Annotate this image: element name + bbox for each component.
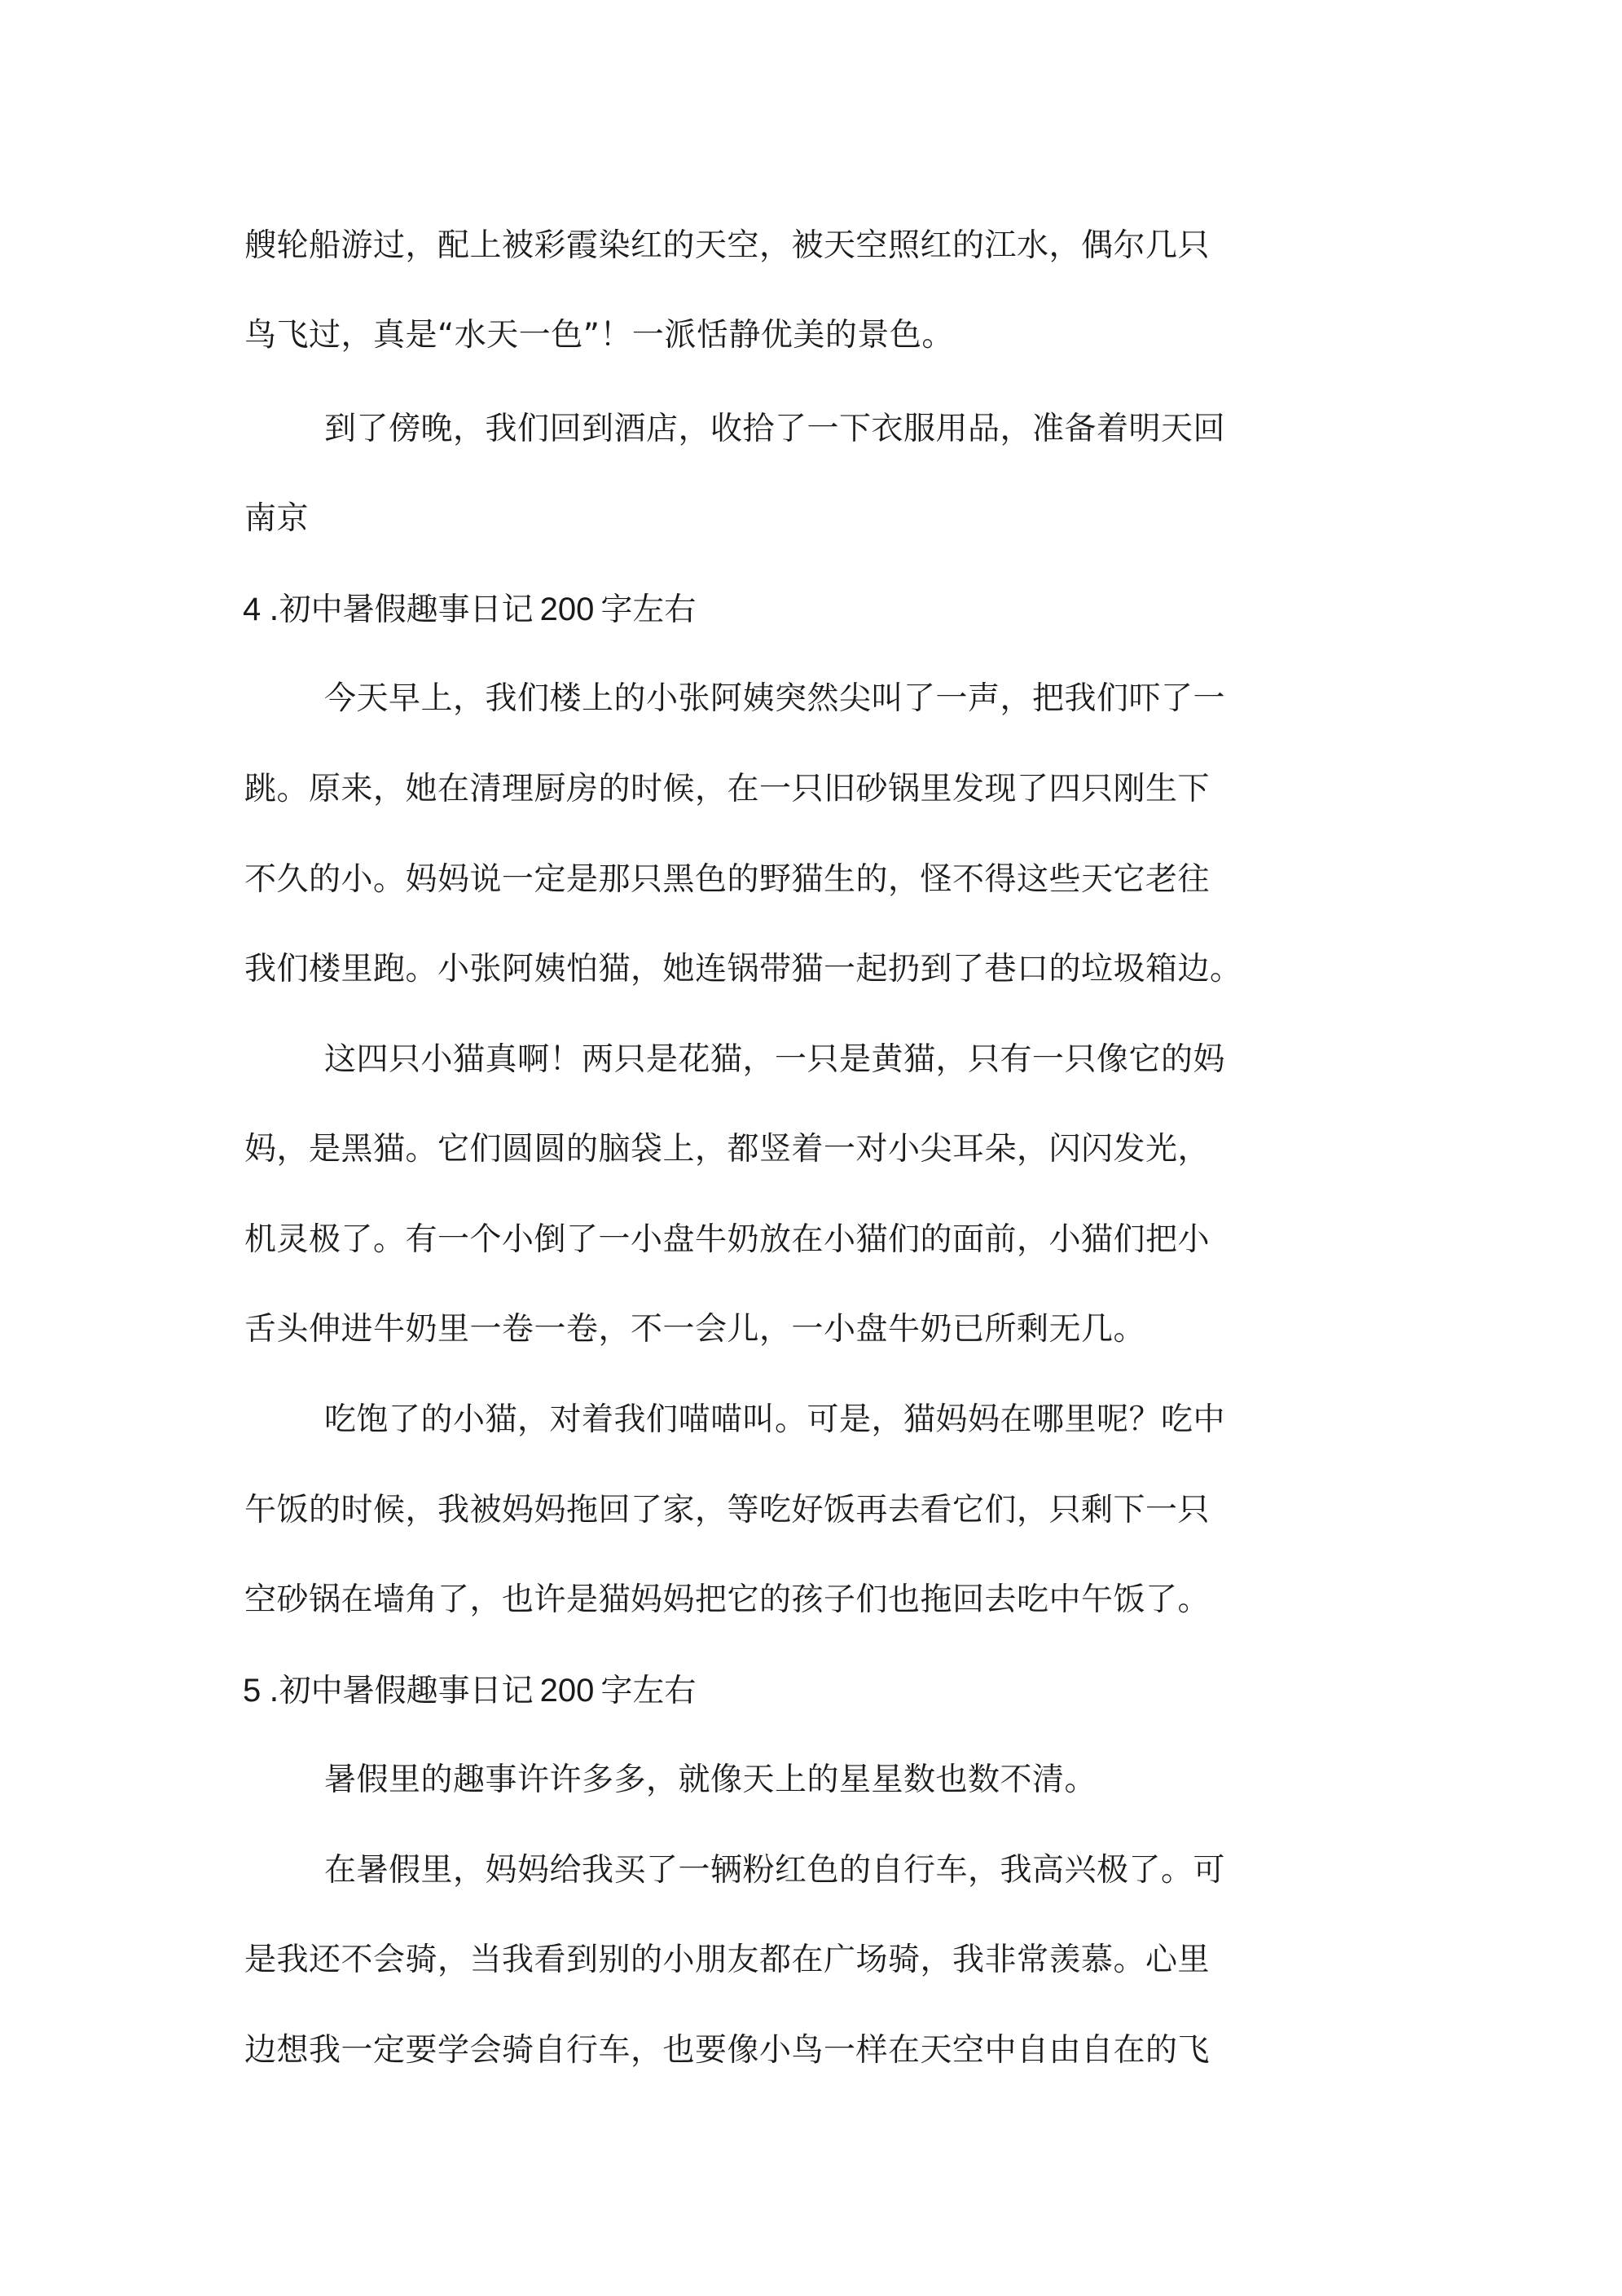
heading-text: .初中暑假趣事日记 bbox=[269, 1673, 534, 1709]
paragraph-line: 在暑假里，妈妈给我买了一辆粉红色的自行车，我高兴极了。可 bbox=[324, 1852, 1226, 1889]
heading-number: 5 bbox=[243, 1673, 262, 1709]
paragraph-line: 不久的小。妈妈说一定是那只黑色的野猫生的，怪不得这些天它老往 bbox=[244, 861, 1211, 898]
paragraph-line: 空砂锅在墙角了，也许是猫妈妈把它的孩子们也拖回去吃中午饭了。 bbox=[244, 1581, 1211, 1618]
paragraph-line: 机灵极了。有一个小倒了一小盘牛奶放在小猫们的面前，小猫们把小 bbox=[244, 1221, 1211, 1258]
heading-digits: 200 bbox=[539, 1673, 595, 1709]
paragraph-line: 暑假里的趣事许许多多，就像天上的星星数也数不清。 bbox=[324, 1762, 1097, 1798]
heading-digits: 200 bbox=[539, 592, 595, 627]
paragraph-line: 我们楼里跑。小张阿姨怕猫，她连锅带猫一起扔到了巷口的垃圾箱边。 bbox=[244, 951, 1242, 987]
paragraph-line: 午饭的时候，我被妈妈拖回了家，等吃好饭再去看它们，只剩下一只 bbox=[244, 1492, 1211, 1528]
heading-text-end: 字左右 bbox=[600, 592, 697, 628]
paragraph-line: 艘轮船游过，配上被彩霞染红的天空，被天空照红的江水，偶尔几只 bbox=[244, 227, 1211, 264]
section-heading-5 bbox=[243, 1671, 696, 1711]
paragraph-line: 吃饱了的小猫，对着我们喵喵叫。可是，猫妈妈在哪里呢？吃中 bbox=[324, 1401, 1226, 1438]
heading-number: 4 bbox=[243, 592, 262, 627]
paragraph-line: 南京 bbox=[244, 500, 310, 537]
paragraph-line: 妈，是黑猫。它们圆圆的脑袋上，都竖着一对小尖耳朵，闪闪发光， bbox=[244, 1131, 1211, 1168]
section-heading-4 bbox=[243, 590, 696, 630]
paragraph-line: 舌头伸进牛奶里一卷一卷，不一会儿，一小盘牛奶已所剩无几。 bbox=[244, 1311, 1146, 1348]
paragraph-line: 这四只小猫真啊！两只是花猫，一只是黄猫，只有一只像它的妈 bbox=[324, 1041, 1226, 1078]
paragraph-line: 边想我一定要学会骑自行车，也要像小鸟一样在天空中自由自在的飞 bbox=[244, 2032, 1211, 2069]
paragraph-line: 今天早上，我们楼上的小张阿姨突然尖叫了一声，把我们吓了一 bbox=[324, 680, 1226, 717]
paragraph-line: 是我还不会骑，当我看到别的小朋友都在广场骑，我非常羡慕。心里 bbox=[244, 1942, 1211, 1978]
heading-text: .初中暑假趣事日记 bbox=[269, 592, 534, 628]
paragraph-line: 到了傍晚，我们回到酒店，收拾了一下衣服用品，准备着明天回 bbox=[324, 411, 1226, 447]
paragraph-line: 跳。原来，她在清理厨房的时候，在一只旧砂锅里发现了四只刚生下 bbox=[244, 771, 1211, 807]
paragraph-line: 鸟飞过，真是“水天一色”！一派恬静优美的景色。 bbox=[244, 317, 954, 354]
heading-text-end: 字左右 bbox=[600, 1673, 697, 1709]
